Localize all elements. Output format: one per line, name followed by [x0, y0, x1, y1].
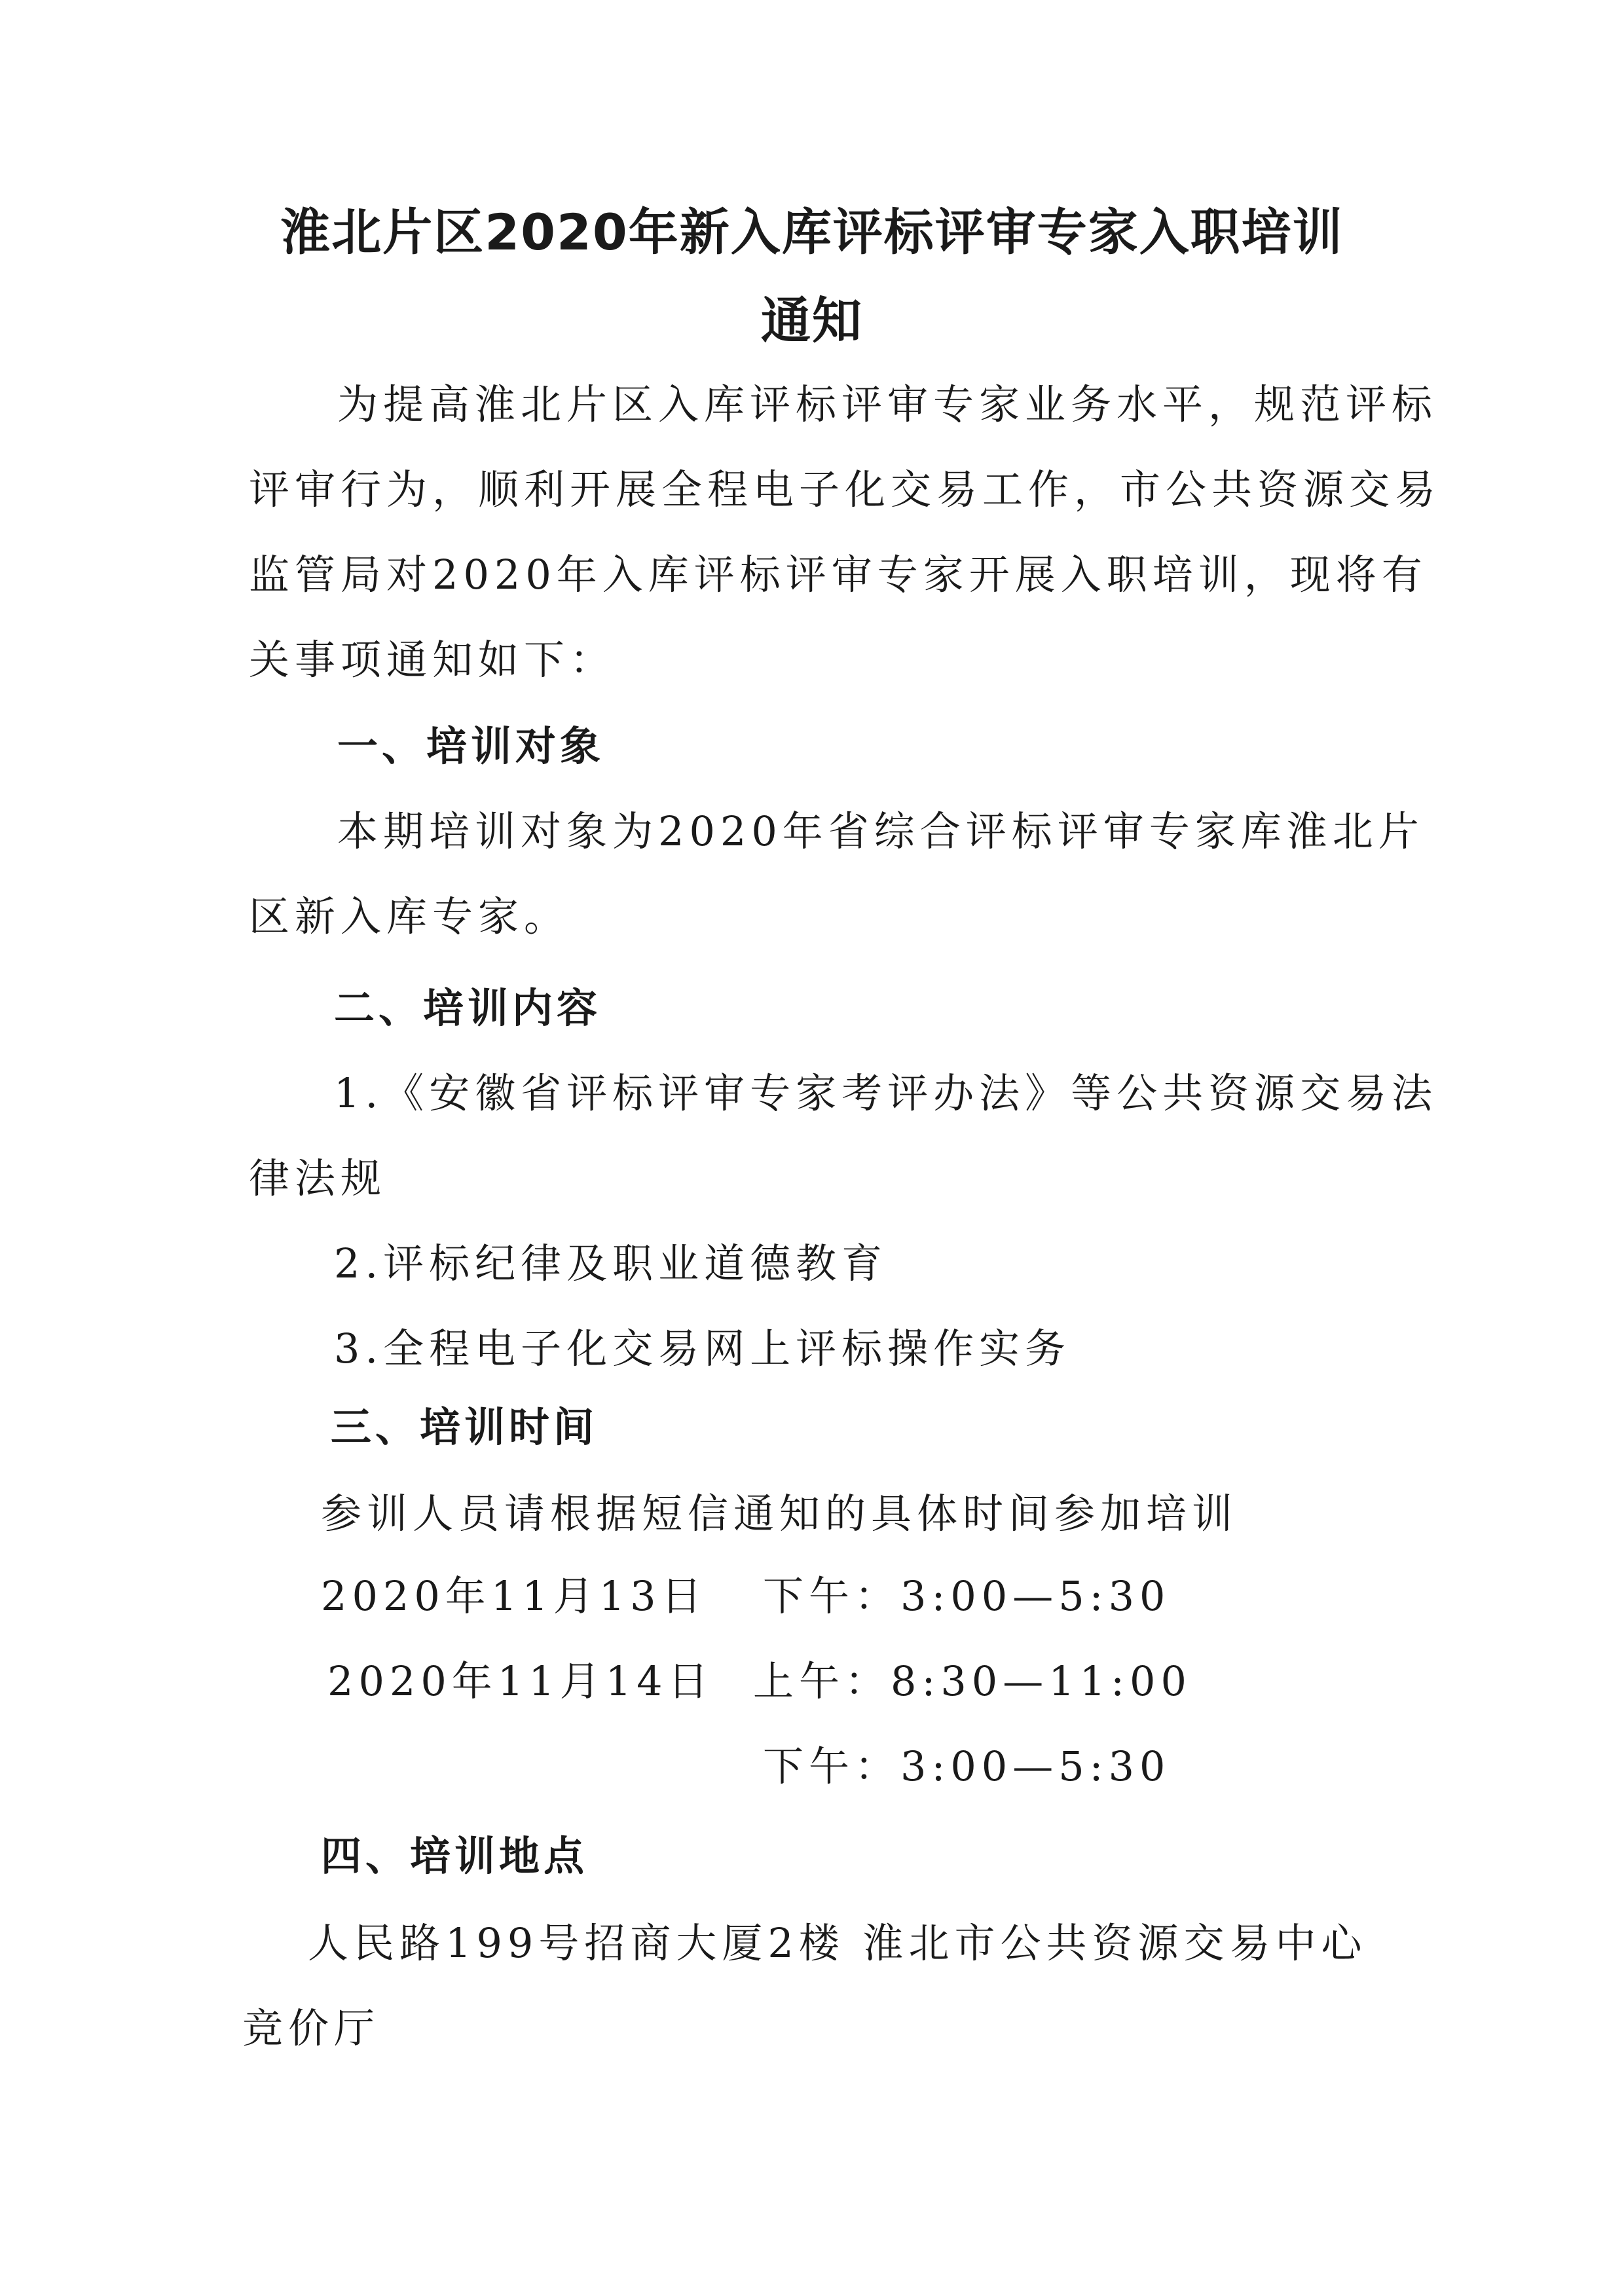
schedule-row-3-time: 下午：3:00—5:30	[763, 1742, 1171, 1790]
section1-heading: 一、培训对象	[337, 722, 605, 770]
schedule-row-2-date: 2020年11月14日	[327, 1657, 714, 1705]
section2-item-3: 3.全程电子化交易网上评标操作实务	[334, 1325, 1071, 1372]
section1-body-1: 本期培训对象为2020年省综合评标评审专家库淮北片	[337, 807, 1424, 855]
schedule-row-1-date: 2020年11月13日	[321, 1572, 707, 1620]
intro-line-3: 监管局对2020年入库评标评审专家开展入职培训，现将有	[249, 551, 1428, 598]
section3-heading: 三、培训时间	[331, 1403, 599, 1451]
section2-item-1: 1.《安徽省评标评审专家考评办法》等公共资源交易法	[334, 1069, 1438, 1117]
document-title-line2: 通知	[761, 291, 863, 350]
section1-body-2: 区新入库专家。	[249, 892, 570, 940]
section4-heading: 四、培训地点	[321, 1832, 589, 1880]
schedule-row-2-time: 上午：8:30—11:00	[753, 1657, 1192, 1705]
intro-line-2: 评审行为，顺利开展全程电子化交易工作，市公共资源交易	[249, 466, 1441, 513]
section2-item-2: 2.评标纪律及职业道德教育	[334, 1239, 888, 1287]
document-title-line1: 淮北片区2020年新入库评标评审专家入职培训	[280, 203, 1344, 261]
section2-item-1-cont: 律法规	[249, 1154, 387, 1202]
intro-line-4: 关事项通知如下：	[249, 636, 616, 684]
section2-heading: 二、培训内容	[334, 984, 602, 1032]
intro-line-1: 为提高淮北片区入库评标评审专家业务水平，规范评标	[337, 380, 1438, 428]
section3-note: 参训人员请根据短信通知的具体时间参加培训	[321, 1490, 1238, 1537]
schedule-row-1-time: 下午：3:00—5:30	[763, 1572, 1171, 1620]
section4-body-1: 人民路199号招商大厦2楼 淮北市公共资源交易中心	[308, 1919, 1367, 1967]
section4-body-2: 竞价厅	[242, 2004, 380, 2052]
